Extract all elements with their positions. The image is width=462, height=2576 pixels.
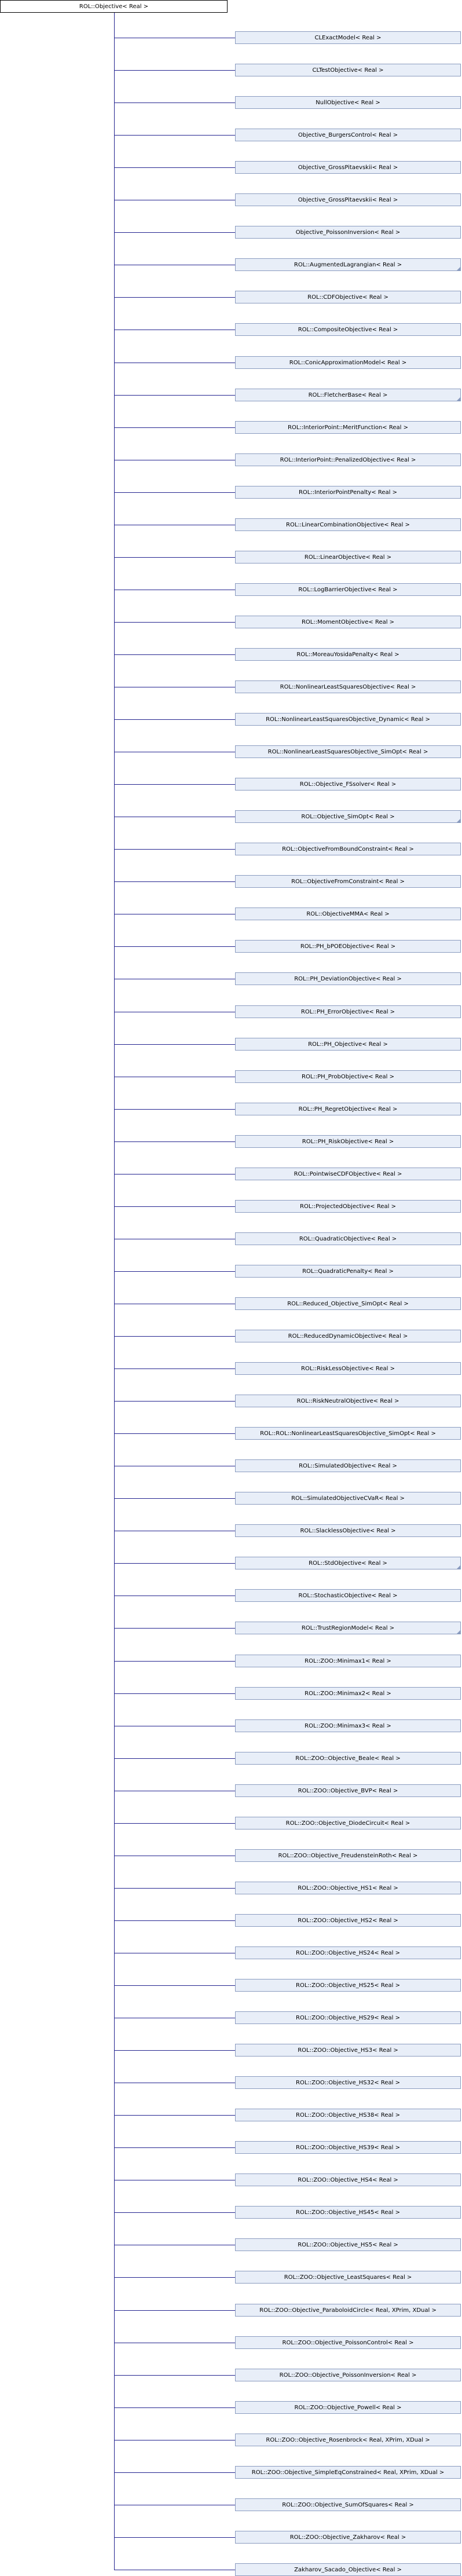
derived-class-node[interactable] [235,1168,461,1180]
derived-class-label: ROL::NonlinearLeastSquaresObjective_Dynamic< Real > [266,716,430,723]
derived-class-label: ROL::ZOO::Objective_HS2< Real > [298,1917,398,1924]
has-subclasses-marker-icon [457,819,460,822]
derived-class-label: ROL::InteriorPoint::MeritFunction< Real > [288,424,408,431]
derived-class-label: ROL::NonlinearLeastSquaresObjective< Real > [280,683,416,690]
derived-class-label: ROL::SlacklessObjective< Real > [300,1527,396,1534]
derived-class-node[interactable] [235,713,461,726]
derived-class-node[interactable] [235,972,461,985]
derived-class-node[interactable] [235,1265,461,1278]
derived-class-label: ROL::ZOO::Objective_Beale< Real > [295,1755,401,1762]
derived-class-label: ROL::ZOO::Objective_SimpleEqConstrained< Real, XPrim, XDual > [251,2469,445,2476]
derived-class-node[interactable] [235,1784,461,1797]
derived-class-label: ROL::MoreauYosidaPenalty< Real > [296,651,399,658]
derived-class-label: ROL::PointwiseCDFObjective< Real > [294,1170,402,1177]
derived-class-label: ROL::FletcherBase< Real > [308,391,388,398]
derived-class-label: ROL::ZOO::Objective_Zakharov< Real > [289,2534,406,2541]
root-class-node[interactable] [0,0,228,13]
derived-class-label: ROL::ZOO::Objective_PoissonInversion< Real > [279,2372,417,2379]
derived-class-node[interactable] [235,1849,461,1862]
derived-class-node[interactable] [235,518,461,531]
derived-class-label: ROL::SimulatedObjective< Real > [299,1462,397,1469]
derived-class-label: ROL::ObjectiveFromBoundConstraint< Real > [282,846,414,852]
derived-class-node[interactable] [235,64,461,76]
derived-class-node[interactable] [235,2563,461,2576]
derived-class-node[interactable] [235,2238,461,2251]
derived-class-label: ROL::ProjectedObjective< Real > [300,1203,396,1210]
derived-class-node[interactable] [235,1914,461,1927]
derived-class-node[interactable] [235,745,461,758]
derived-class-label: ROL::PH_bPOEObjective< Real > [300,943,396,950]
derived-class-node[interactable] [235,1655,461,1667]
has-subclasses-marker-icon [457,267,460,270]
derived-class-node[interactable] [235,940,461,953]
derived-class-label: ROL::QuadraticPenalty< Real > [302,1268,394,1275]
derived-class-node[interactable] [235,1038,461,1051]
derived-class-node[interactable] [235,648,461,661]
has-subclasses-marker-icon [457,397,460,401]
derived-class-label: ROL::ROL::NonlinearLeastSquaresObjective_SimOpt< Real > [260,1430,436,1437]
derived-class-node[interactable] [235,2336,461,2349]
derived-class-label: Objective_BurgersControl< Real > [298,131,398,138]
derived-class-label: ROL::PH_ErrorObjective< Real > [300,1008,395,1015]
derived-class-label: ROL::ZOO::Objective_HS32< Real > [296,2079,400,2086]
derived-class-label: ROL::CompositeObjective< Real > [298,326,398,333]
derived-class-label: ROL::ZOO::Objective_ParaboloidCircle< Real, XPrim, XDual > [259,2307,437,2314]
derived-class-node[interactable] [235,2109,461,2121]
derived-class-node[interactable] [235,2011,461,2024]
derived-class-node[interactable] [235,1946,461,1959]
derived-class-node[interactable] [235,1882,461,1894]
has-subclasses-marker-icon [457,1565,460,1569]
has-subclasses-marker-icon [457,1630,460,1634]
derived-class-label: ROL::PH_ProbObjective< Real > [302,1073,394,1080]
derived-class-node[interactable] [235,810,461,823]
derived-class-node[interactable] [235,421,461,434]
derived-class-node[interactable] [235,356,461,369]
derived-class-node[interactable] [235,1979,461,1992]
derived-class-label: ROL::ZOO::Objective_HS1< Real > [298,1885,398,1891]
derived-class-label: ROL::ZOO::Objective_Rosenbrock< Real, XPrim, XDual > [266,2436,430,2443]
derived-class-node[interactable] [235,486,461,499]
derived-class-label: ROL::ZOO::Minimax2< Real > [305,1690,391,1697]
root-class-label: ROL::Objective< Real > [79,3,149,10]
derived-class-node[interactable] [235,2304,461,2317]
derived-class-node[interactable] [235,2174,461,2186]
derived-class-label: ROL::ObjectiveFromConstraint< Real > [291,878,405,885]
derived-class-label: ROL::ConicApproximationModel< Real > [289,359,407,366]
derived-class-node[interactable] [235,551,461,564]
derived-class-label: ROL::ZOO::Objective_LeastSquares< Real > [284,2274,412,2281]
derived-class-label: ROL::ZOO::Objective_HS3< Real > [298,2047,398,2054]
derived-class-label: Objective_GrossPitaevskii< Real > [298,164,398,171]
derived-class-label: ROL::AugmentedLagrangian< Real > [294,261,402,268]
derived-class-node[interactable] [235,843,461,855]
derived-class-label: ROL::InteriorPoint::PenalizedObjective< Real > [280,456,416,463]
derived-class-node[interactable] [235,583,461,596]
derived-class-node[interactable] [235,1817,461,1829]
derived-class-node[interactable] [235,778,461,791]
derived-class-label: ROL::PH_Objective< Real > [308,1041,388,1048]
derived-class-label: ROL::ZOO::Objective_FreudensteinRoth< Real > [278,1852,418,1859]
derived-class-node[interactable] [235,193,461,206]
derived-class-label: Objective_PoissonInversion< Real > [295,229,401,236]
derived-class-label: ROL::ZOO::Objective_SumOfSquares< Real > [282,2501,414,2508]
derived-class-label: Objective_GrossPitaevskii< Real > [298,196,398,203]
derived-class-node[interactable] [235,2141,461,2154]
derived-class-label: ROL::ZOO::Objective_Powell< Real > [294,2404,402,2411]
derived-class-node[interactable] [235,2498,461,2511]
derived-class-node[interactable] [235,129,461,141]
derived-class-node[interactable] [235,1524,461,1537]
derived-class-node[interactable] [235,1135,461,1148]
derived-class-node[interactable] [235,1232,461,1245]
derived-class-node[interactable] [235,1330,461,1342]
derived-class-label: ROL::Objective_SimOpt< Real > [301,813,395,820]
derived-class-label: ROL::Reduced_Objective_SimOpt< Real > [287,1300,409,1307]
derived-class-label: ROL::ZOO::Objective_PoissonControl< Real > [282,2339,414,2346]
derived-class-label: ROL::ReducedDynamicObjective< Real > [288,1333,408,1340]
derived-class-label: ROL::ZOO::Objective_DiodeCircuit< Real > [285,1820,410,1827]
derived-class-label: ROL::StdObjective< Real > [309,1560,387,1567]
derived-class-label: ROL::PH_DeviationObjective< Real > [294,975,402,982]
derived-class-label: NullObjective< Real > [316,99,380,106]
derived-class-label: ROL::RiskLessObjective< Real > [301,1365,395,1372]
derived-class-node[interactable] [235,1005,461,1018]
derived-class-node[interactable] [235,1297,461,1310]
derived-class-node[interactable] [235,96,461,109]
derived-class-label: ROL::PH_RiskObjective< Real > [302,1138,394,1145]
derived-class-node[interactable] [235,1200,461,1213]
derived-class-label: ROL::CDFObjective< Real > [307,294,388,301]
derived-class-node[interactable] [235,1070,461,1083]
derived-class-label: ROL::ZOO::Objective_HS29< Real > [296,2014,400,2021]
derived-class-node[interactable] [235,1103,461,1115]
derived-class-label: ROL::ZOO::Objective_HS25< Real > [296,1982,400,1989]
derived-class-node[interactable] [235,1719,461,1732]
derived-class-node[interactable] [235,1752,461,1765]
derived-class-node[interactable] [235,1492,461,1505]
derived-class-node[interactable] [235,226,461,239]
derived-class-node[interactable] [235,2401,461,2414]
derived-class-label: ROL::ZOO::Objective_HS4< Real > [298,2176,398,2183]
derived-class-label: ROL::TrustRegionModel< Real > [301,1624,395,1631]
derived-class-label: ROL::ZOO::Objective_HS45< Real > [296,2209,400,2216]
derived-class-label: CLExactModel< Real > [314,34,382,41]
derived-class-node[interactable] [235,2531,461,2544]
derived-class-label: ROL::ZOO::Minimax3< Real > [305,1722,391,1729]
derived-class-label: ROL::QuadraticObjective< Real > [299,1235,397,1242]
derived-class-node[interactable] [235,1557,461,1569]
derived-class-label: ROL::NonlinearLeastSquaresObjective_SimOpt< Real > [267,748,428,755]
derived-class-label: ROL::ZOO::Objective_HS5< Real > [298,2241,398,2248]
derived-class-node[interactable] [235,389,461,401]
derived-class-label: ROL::Objective_FSsolver< Real > [299,781,397,788]
derived-class-label: ROL::LinearObjective< Real > [304,554,392,561]
derived-class-node[interactable] [235,1687,461,1700]
derived-class-node[interactable] [235,2076,461,2089]
derived-class-label: CLTestObjective< Real > [312,67,384,74]
derived-class-label: ROL::ZOO::Objective_HS24< Real > [296,1949,400,1956]
derived-class-node[interactable] [235,2044,461,2057]
derived-class-label: ROL::InteriorPointPenalty< Real > [298,489,398,496]
derived-class-node[interactable] [235,875,461,888]
derived-class-node[interactable] [235,323,461,336]
derived-class-node[interactable] [235,2466,461,2479]
derived-class-label: ROL::PH_RegretObjective< Real > [298,1106,398,1113]
derived-class-node[interactable] [235,31,461,44]
derived-class-node[interactable] [235,2206,461,2219]
derived-class-node[interactable] [235,453,461,466]
derived-class-label: ROL::SimulatedObjectiveCVaR< Real > [291,1495,405,1502]
derived-class-label: ROL::LinearCombinationObjective< Real > [286,521,410,528]
derived-class-label: Zakharov_Sacado_Objective< Real > [294,2566,402,2573]
derived-class-label: ROL::LogBarrierObjective< Real > [298,586,398,593]
derived-class-node[interactable] [235,258,461,271]
derived-class-node[interactable] [235,908,461,920]
derived-class-node[interactable] [235,1622,461,1634]
derived-class-node[interactable] [235,291,461,303]
derived-class-label: ROL::ZOO::Objective_BVP< Real > [298,1787,398,1794]
derived-class-node[interactable] [235,2369,461,2381]
derived-class-label: ROL::ZOO::Objective_HS38< Real > [296,2112,400,2118]
derived-class-node[interactable] [235,1395,461,1407]
derived-class-label: ROL::StochasticObjective< Real > [298,1592,398,1599]
derived-class-node[interactable] [235,1362,461,1375]
derived-class-label: ROL::RiskNeutralObjective< Real > [296,1397,399,1404]
derived-class-label: ROL::ZOO::Objective_HS39< Real > [296,2144,400,2151]
derived-class-label: ROL::ObjectiveMMA< Real > [306,910,390,917]
derived-class-node[interactable] [235,1427,461,1440]
derived-class-node[interactable] [235,2271,461,2284]
derived-class-node[interactable] [235,680,461,693]
derived-class-node[interactable] [235,1459,461,1472]
derived-class-node[interactable] [235,1589,461,1602]
derived-class-node[interactable] [235,616,461,628]
derived-class-label: ROL::MomentObjective< Real > [301,619,395,625]
derived-class-node[interactable] [235,161,461,174]
derived-class-label: ROL::ZOO::Minimax1< Real > [305,1657,391,1664]
derived-class-node[interactable] [235,2434,461,2446]
